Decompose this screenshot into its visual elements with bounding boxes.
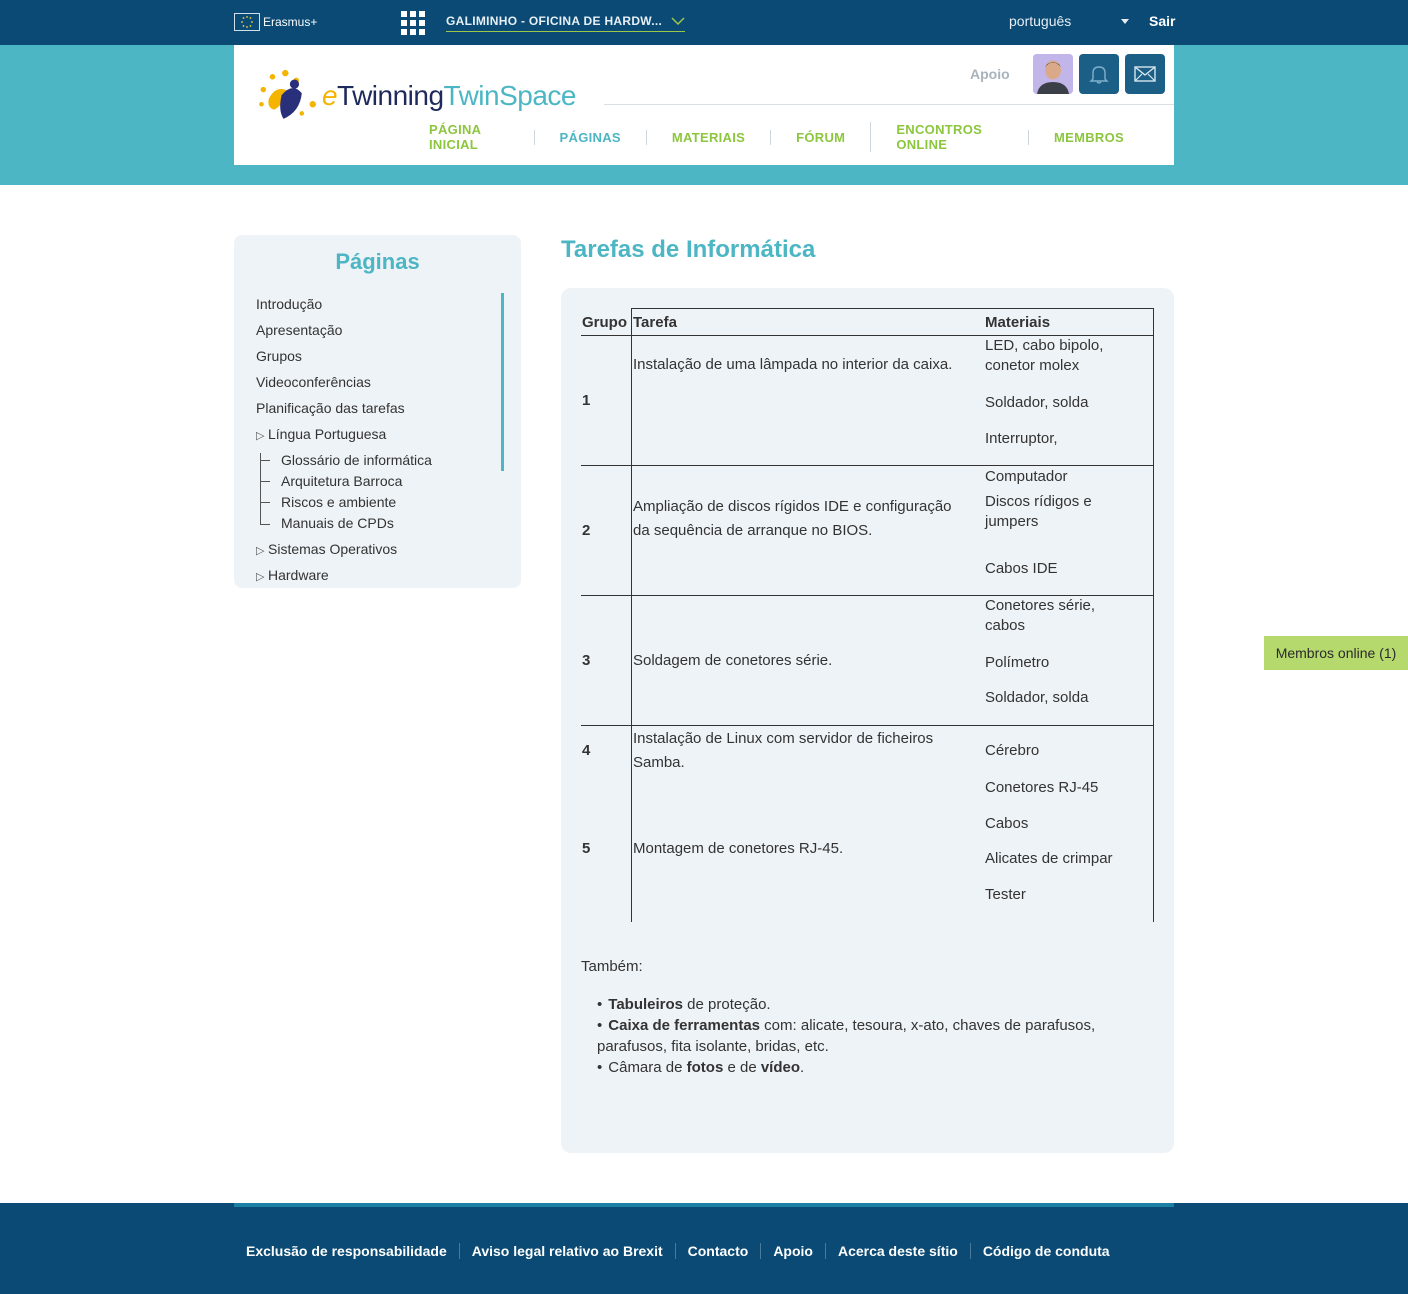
sidebar-item-lingua-portuguesa[interactable]: ▷ Língua Portuguesa — [256, 426, 387, 442]
sidebar-title: Páginas — [335, 249, 420, 274]
table-cell-material: Cabos IDE — [985, 560, 1058, 577]
list-item: • Câmara de fotos e de vídeo. — [597, 1057, 1117, 1078]
notifications-button[interactable] — [1079, 54, 1119, 94]
table-header-task: Tarefa — [633, 314, 677, 331]
table-cell-material: Cérebro — [985, 742, 1040, 759]
expand-triangle-icon[interactable]: ▷ — [256, 430, 265, 442]
nav-pages[interactable]: PÁGINAS — [534, 130, 646, 145]
expand-triangle-icon[interactable]: ▷ — [256, 545, 265, 557]
header-divider — [604, 104, 1174, 105]
messages-button[interactable] — [1125, 54, 1165, 94]
sidebar-subitem-glossario[interactable]: Glossário de informática — [281, 452, 432, 468]
footer-accent — [234, 1203, 1174, 1207]
also-label: Também: — [581, 958, 643, 975]
table-cell-task: Montagem de conetores RJ-45. — [633, 840, 844, 857]
pages-sidebar — [234, 235, 521, 588]
list-item: • Tabuleiros de proteção. — [597, 994, 1117, 1015]
sidebar-scrollbar[interactable] — [501, 293, 504, 471]
table-cell-material: Cabos — [985, 815, 1029, 832]
apps-grid-icon[interactable] — [401, 11, 425, 35]
sidebar-item-introducao[interactable]: Introdução — [256, 296, 323, 312]
page-content — [561, 288, 1174, 1153]
nav-home[interactable]: PÁGINA INICIAL — [429, 122, 481, 152]
table-cell-material: Polímetro — [985, 654, 1050, 671]
table-cell-material: Alicates de crimpar — [985, 850, 1113, 867]
sidebar-subitem-riscos[interactable]: Riscos e ambiente — [281, 494, 397, 510]
footer — [0, 1203, 1408, 1294]
table-cell-material: Conetores RJ-45 — [985, 779, 1099, 796]
footer-link-support[interactable]: Apoio — [760, 1243, 825, 1259]
footer-links — [234, 1243, 1122, 1259]
language-label: português — [1009, 13, 1072, 29]
brand-name: eTwinningTwinSpace — [321, 80, 576, 111]
table-cell-material: LED, cabo bipolo, conetor molex — [985, 337, 1104, 374]
footer-link-code-of-conduct[interactable]: Código de conduta — [970, 1243, 1122, 1259]
tasks-table — [581, 308, 1154, 922]
table-cell-material: Soldador, solda — [985, 394, 1089, 411]
logout-link[interactable]: Sair — [1149, 13, 1176, 29]
table-cell-material: Computador — [985, 468, 1068, 485]
footer-link-about[interactable]: Acerca deste sítio — [825, 1243, 970, 1259]
tree-connector — [260, 453, 261, 525]
twinspace-title: GALIMINHO - OFICINA DE HARDW... — [446, 13, 663, 28]
sidebar-subitem-manuais[interactable]: Manuais de CPDs — [281, 515, 394, 531]
table-cell-group: 3 — [582, 652, 591, 669]
sidebar-item-apresentacao[interactable]: Apresentação — [256, 322, 343, 338]
header-card — [234, 45, 1174, 165]
table-header-materials: Materiais — [985, 314, 1051, 331]
bell-icon — [1088, 63, 1110, 85]
table-header-group: Grupo — [582, 314, 627, 331]
erasmus-label: Erasmus+ — [263, 15, 318, 29]
also-list — [597, 994, 1117, 1078]
nav-online-meetings[interactable]: ENCONTROS ONLINE — [870, 122, 1028, 152]
table-cell-group: 2 — [582, 522, 591, 539]
table-cell-group: 5 — [582, 840, 591, 857]
nav-members[interactable]: MEMBROS — [1028, 130, 1149, 145]
sidebar-item-sistemas-operativos[interactable]: ▷ Sistemas Operativos — [256, 541, 398, 557]
online-members-tab[interactable]: Membros online (1) — [1264, 636, 1408, 670]
table-cell-task: Soldagem de conetores série. — [633, 652, 833, 669]
support-link[interactable]: Apoio — [970, 66, 1010, 82]
sidebar-item-videoconferencias[interactable]: Videoconferências — [256, 374, 371, 390]
table-cell-group: 4 — [582, 742, 591, 759]
table-cell-material: Tester — [985, 886, 1026, 903]
sidebar-subitem-arquitetura[interactable]: Arquitetura Barroca — [281, 473, 403, 489]
expand-triangle-icon[interactable]: ▷ — [256, 571, 265, 583]
sidebar-item-planificacao[interactable]: Planificação das tarefas — [256, 400, 405, 416]
user-avatar[interactable] — [1033, 54, 1073, 94]
sidebar-item-hardware[interactable]: ▷ Hardware — [256, 567, 329, 583]
mail-icon — [1133, 64, 1157, 84]
table-cell-material: Soldador, solda — [985, 689, 1089, 706]
twinspace-selector[interactable] — [446, 10, 685, 32]
language-selector[interactable] — [1009, 13, 1129, 29]
caret-down-icon — [1121, 19, 1129, 24]
list-item: • Caixa de ferramentas com: alicate, tesoura, x-ato, chaves de parafusos, parafusos, fita isolante, bridas, etc. — [597, 1015, 1117, 1057]
tree-branch — [260, 502, 270, 503]
table-cell-task: Instalação de uma lâmpada no interior da caixa. — [633, 356, 953, 373]
eu-flag-icon — [234, 13, 260, 31]
table-cell-group: 1 — [582, 392, 591, 409]
etwinning-logo[interactable] — [256, 65, 576, 127]
nav-forum[interactable]: FÓRUM — [770, 130, 870, 145]
nav-materials[interactable]: MATERIAIS — [646, 130, 770, 145]
tree-branch — [260, 460, 270, 461]
chevron-down-icon — [671, 16, 685, 26]
footer-link-brexit[interactable]: Aviso legal relativo ao Brexit — [459, 1243, 675, 1259]
footer-link-disclaimer[interactable]: Exclusão de responsabilidade — [246, 1243, 447, 1259]
table-cell-material: Interruptor, — [985, 430, 1058, 447]
table-cell-material: Discos rídigos e jumpers — [985, 493, 1092, 530]
erasmus-logo[interactable] — [234, 13, 317, 31]
sidebar-item-grupos[interactable]: Grupos — [256, 348, 302, 364]
tree-branch — [260, 481, 270, 482]
footer-link-contact[interactable]: Contacto — [675, 1243, 761, 1259]
table-cell-task: Instalação de Linux com servidor de ficheiros Samba. — [633, 730, 934, 771]
etwinning-logo-icon — [256, 65, 322, 127]
table-cell-task: Ampliação de discos rígidos IDE e configuração da sequência de arranque no BIOS. — [633, 498, 952, 539]
page-title: Tarefas de Informática — [561, 236, 816, 263]
main-navigation — [404, 122, 1174, 152]
top-bar — [0, 0, 1408, 45]
tree-branch — [260, 524, 270, 525]
table-cell-material: Conetores série, cabos — [985, 597, 1096, 634]
